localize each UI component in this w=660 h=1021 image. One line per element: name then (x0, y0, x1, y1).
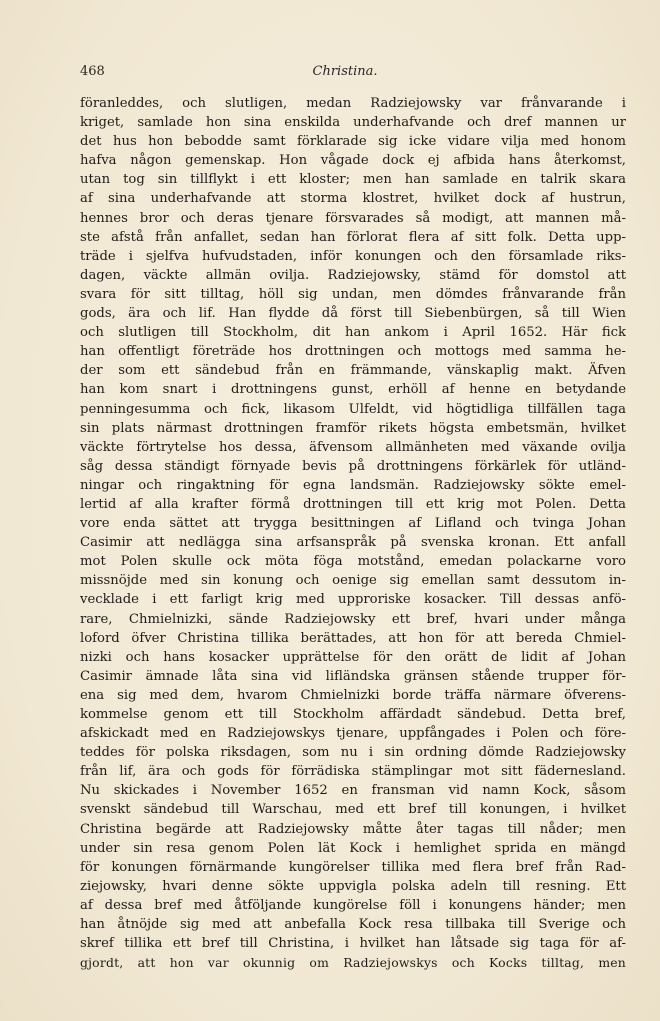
text-line: utan tog sin tillflykt i ett kloster; men han samlade en talrik skara (80, 172, 626, 188)
text-line: kommelse genom ett till Stockholm affärdadt sändebud. Detta bref, (80, 707, 626, 722)
text-line: ena sig med dem, hvarom Chmielnizki borde träffa närmare öfverens- (80, 687, 626, 703)
text-line: rare, Chmielnizki, sände Radziejowsky ett bref, hvari under många (80, 611, 626, 627)
text-line: af dessa bref med åtföljande kungörelse föll i konungens händer; men (80, 897, 626, 913)
text-line: han kom snart i drottningens gunst, erhöll af henne en betydande (80, 382, 626, 398)
text-line: Casimir att nedlägga sina arfsanspråk på svenska kronan. Ett anfall (80, 535, 626, 551)
body-text (80, 94, 626, 972)
text-line: penningesumma och fick, likasom Ulfeldt, vid högtidliga tillfällen taga (80, 401, 626, 417)
text-line: missnöjde med sin konung och oenige sig emellan samt dessutom in- (80, 573, 626, 589)
text-line: från lif, ära och gods för förrädiska stämplingar mot sitt fädernesland. (80, 764, 626, 780)
text-line: afskickadt med en Radziejowskys tjenare, uppfångades i Polen och före- (80, 726, 626, 742)
text-line: gods, ära och lif. Han flydde då först till Siebenbürgen, så till Wien (80, 306, 626, 322)
text-line: för konungen förnärmande kungörelser tillika med flera bref från Rad- (80, 859, 626, 875)
text-line: hafva någon gemenskap. Hon vågade dock ej afbida hans återkomst, (80, 153, 626, 169)
text-line: teddes för polska riksdagen, som nu i sin ordning dömde Radziejowsky (80, 745, 626, 761)
text-line: under sin resa genom Polen lät Kock i hemlighet sprida en mängd (80, 840, 626, 856)
text-line: ziejowsky, hvari denne sökte uppvigla polska adeln till resning. Ett (80, 878, 626, 894)
text-line: dagen, väckte allmän ovilja. Radziejowsky, stämd för domstol att (80, 267, 626, 283)
text-line: mot Polen skulle ock möta föga motstånd, emedan polackarne voro (80, 554, 626, 570)
text-line: vecklade i ett farligt krig med upproriske kosacker. Till dessas anfö- (80, 592, 626, 608)
text-line: der som ett sändebud från en främmande, vänskaplig makt. Äfven (80, 363, 626, 379)
text-line: det hus hon bebodde samt förklarade sig icke vidare vilja med honom (80, 134, 626, 150)
running-title: Christina. (312, 64, 378, 79)
text-line: träde i sjelfva hufvudstaden, inför konungen och den församlade riks- (80, 248, 626, 264)
text-line: Casimir ämnade låta sina vid lifländska gränsen stående trupper för- (80, 668, 626, 684)
text-line: lertid af alla krafter förmå drottningen till ett krig mot Polen. Detta (80, 496, 626, 512)
text-line: ste afstå från anfallet, sedan han förlorat flera af sitt folk. Detta upp- (80, 229, 626, 245)
text-line: svenskt sändebud till Warschau, med ett bref till konungen, i hvilket (80, 802, 626, 818)
text-line: skref tillika ett bref till Christina, i hvilket han låtsade sig taga för af- (80, 936, 626, 952)
text-line: väckte förtrytelse hos dessa, äfvensom allmänheten med växande ovilja (80, 439, 626, 455)
text-line: af sina underhafvande att storma klostret, hvilket dock af hustrun, (80, 191, 626, 207)
page-number: 468 (80, 64, 105, 79)
text-line: och slutligen till Stockholm, dit han ankom i April 1652. Här fick (80, 325, 626, 341)
text-line: nizki och hans kosacker upprättelse för den orätt de lidit af Johan (80, 649, 626, 665)
text-line: föranleddes, och slutligen, medan Radziejowsky var frånvarande i (80, 96, 626, 111)
text-line: loford öfver Christina tillika berättades, att hon för att bereda Chmiel- (80, 630, 626, 646)
text-line: han offentligt företräde hos drottningen och mottogs med samma he- (80, 344, 626, 360)
text-line: Nu skickades i November 1652 en fransman vid namn Kock, såsom (80, 783, 626, 799)
text-line: hennes bror och deras tjenare försvarades så modigt, att mannen må- (80, 210, 626, 226)
text-line: kriget, samlade hon sina enskilda underhafvande och dref mannen ur (80, 115, 626, 131)
text-line: sin plats närmast drottningen framför rikets högsta embetsmän, hvilket (80, 420, 626, 436)
text-line: han åtnöjde sig med att anbefalla Kock resa tillbaka till Sverige och (80, 917, 626, 933)
text-line: ningar och ringaktning för egna landsmän. Radziejowsky sökte emel- (80, 477, 626, 493)
text-line: svara för sitt tilltag, höll sig undan, men dömdes frånvarande från (80, 286, 626, 302)
text-line: såg dessa ständigt förnyade bevis på drottningens förkärlek för utländ- (80, 458, 626, 474)
text-line: Christina begärde att Radziejowsky måtte åter tagas till nåder; men (80, 821, 626, 837)
text-line: gjordt, att hon var okunnig om Radziejowskys och Kocks tilltag, men (80, 955, 626, 971)
text-line: vore enda sättet att trygga besittningen af Lifland och tvinga Johan (80, 516, 626, 532)
